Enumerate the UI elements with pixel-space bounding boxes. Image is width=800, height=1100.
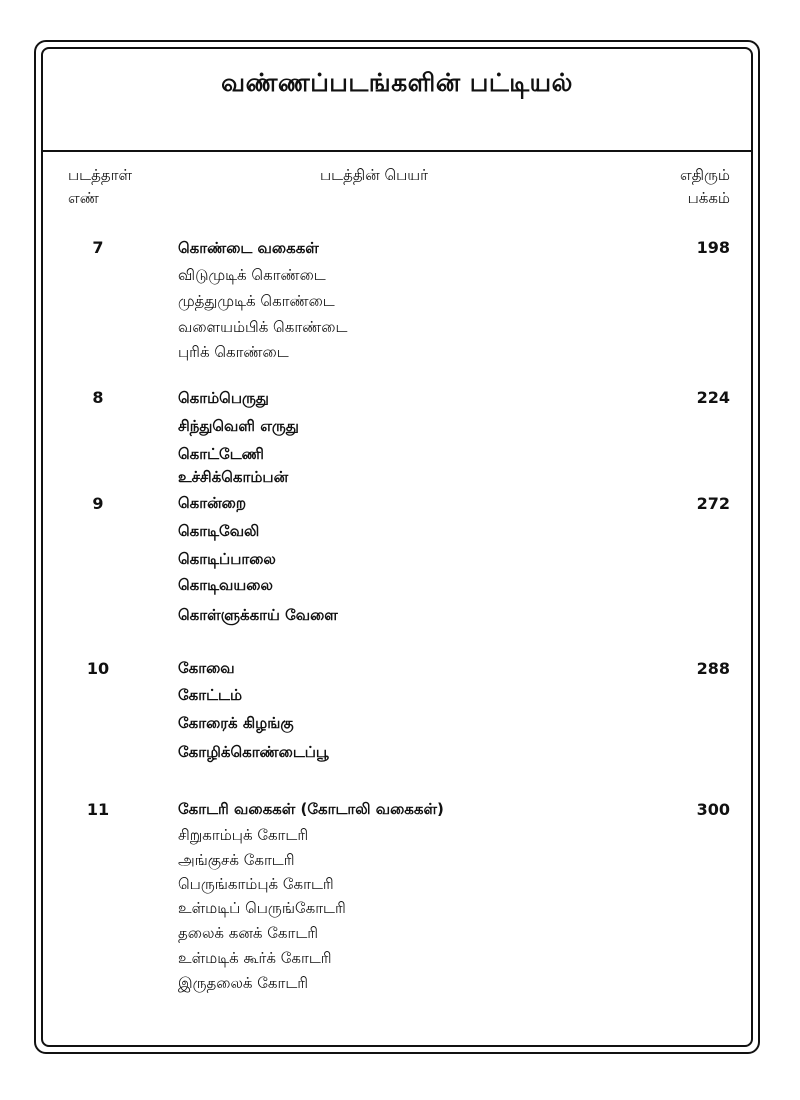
facing-page-number: 198 xyxy=(696,238,730,257)
plate-item: கொடிவேலி xyxy=(178,522,260,540)
plate-item: இருதலைக் கோடரி xyxy=(178,974,309,992)
page-title: வண்ணப்படங்களின் பட்டியல் xyxy=(221,68,573,97)
plate-item: கோவை xyxy=(178,659,235,677)
header-facing-page xyxy=(660,164,730,210)
plate-item: உள்மடிக் கூர்க் கோடரி xyxy=(178,949,332,967)
header-plate-name: படத்தின் பெயர் xyxy=(320,166,429,184)
facing-page-number: 224 xyxy=(696,388,730,407)
header-plate-number-line1: படத்தாள் xyxy=(68,166,133,184)
plate-item: கோடரி வகைகள் (கோடாலி வகைகள்) xyxy=(178,800,444,818)
plate-item: கொடிப்பாலை xyxy=(178,550,276,568)
plate-item: அங்குசக் கோடரி xyxy=(178,851,295,869)
plate-item: விடுமுடிக் கொண்டை xyxy=(178,266,326,284)
plate-item: உள்மடிப் பெருங்கோடரி xyxy=(178,899,346,917)
plate-number: 9 xyxy=(92,494,104,513)
plate-item: சிந்துவெளி எருது xyxy=(178,417,299,435)
plate-item: கோழிக்கொண்டைப்பூ xyxy=(178,743,329,761)
plate-item: கோரைக் கிழங்கு xyxy=(178,714,294,732)
facing-page-number: 288 xyxy=(696,659,730,678)
facing-page-number: 300 xyxy=(696,800,730,819)
header-facing-page-line1: எதிரும் xyxy=(680,166,730,184)
plate-item: தலைக் கனக் கோடரி xyxy=(178,924,319,942)
header-facing-page-line2: பக்கம் xyxy=(687,189,730,207)
plate-item: பெருங்காம்புக் கோடரி xyxy=(178,875,334,893)
header-plate-number xyxy=(68,164,152,210)
plate-number: 10 xyxy=(86,659,110,678)
plate-item: கொடிவயலை xyxy=(178,576,273,594)
plate-item: புரிக் கொண்டை xyxy=(178,343,289,361)
plate-item: வளையம்பிக் கொண்டை xyxy=(178,318,348,336)
plate-item: கொள்ளுக்காய் வேளை xyxy=(178,606,338,624)
plate-number: 8 xyxy=(92,388,104,407)
header-plate-number-line2: எண் xyxy=(68,189,99,207)
plate-item: கொன்றை xyxy=(178,494,247,512)
plate-item: சிறுகாம்புக் கோடரி xyxy=(178,826,309,844)
plate-number: 7 xyxy=(92,238,104,257)
plate-item: கொண்டை வகைகள் xyxy=(178,239,319,257)
plate-number: 11 xyxy=(86,800,110,819)
plate-item: கொட்டேணி xyxy=(178,445,264,463)
plate-item: முத்துமுடிக் கொண்டை xyxy=(178,292,335,310)
facing-page-number: 272 xyxy=(696,494,730,513)
header-divider xyxy=(43,150,751,152)
plate-item: கொம்பெருது xyxy=(178,389,269,407)
plate-item: உச்சிக்கொம்பன் xyxy=(178,468,289,486)
plate-item: கோட்டம் xyxy=(178,686,243,704)
